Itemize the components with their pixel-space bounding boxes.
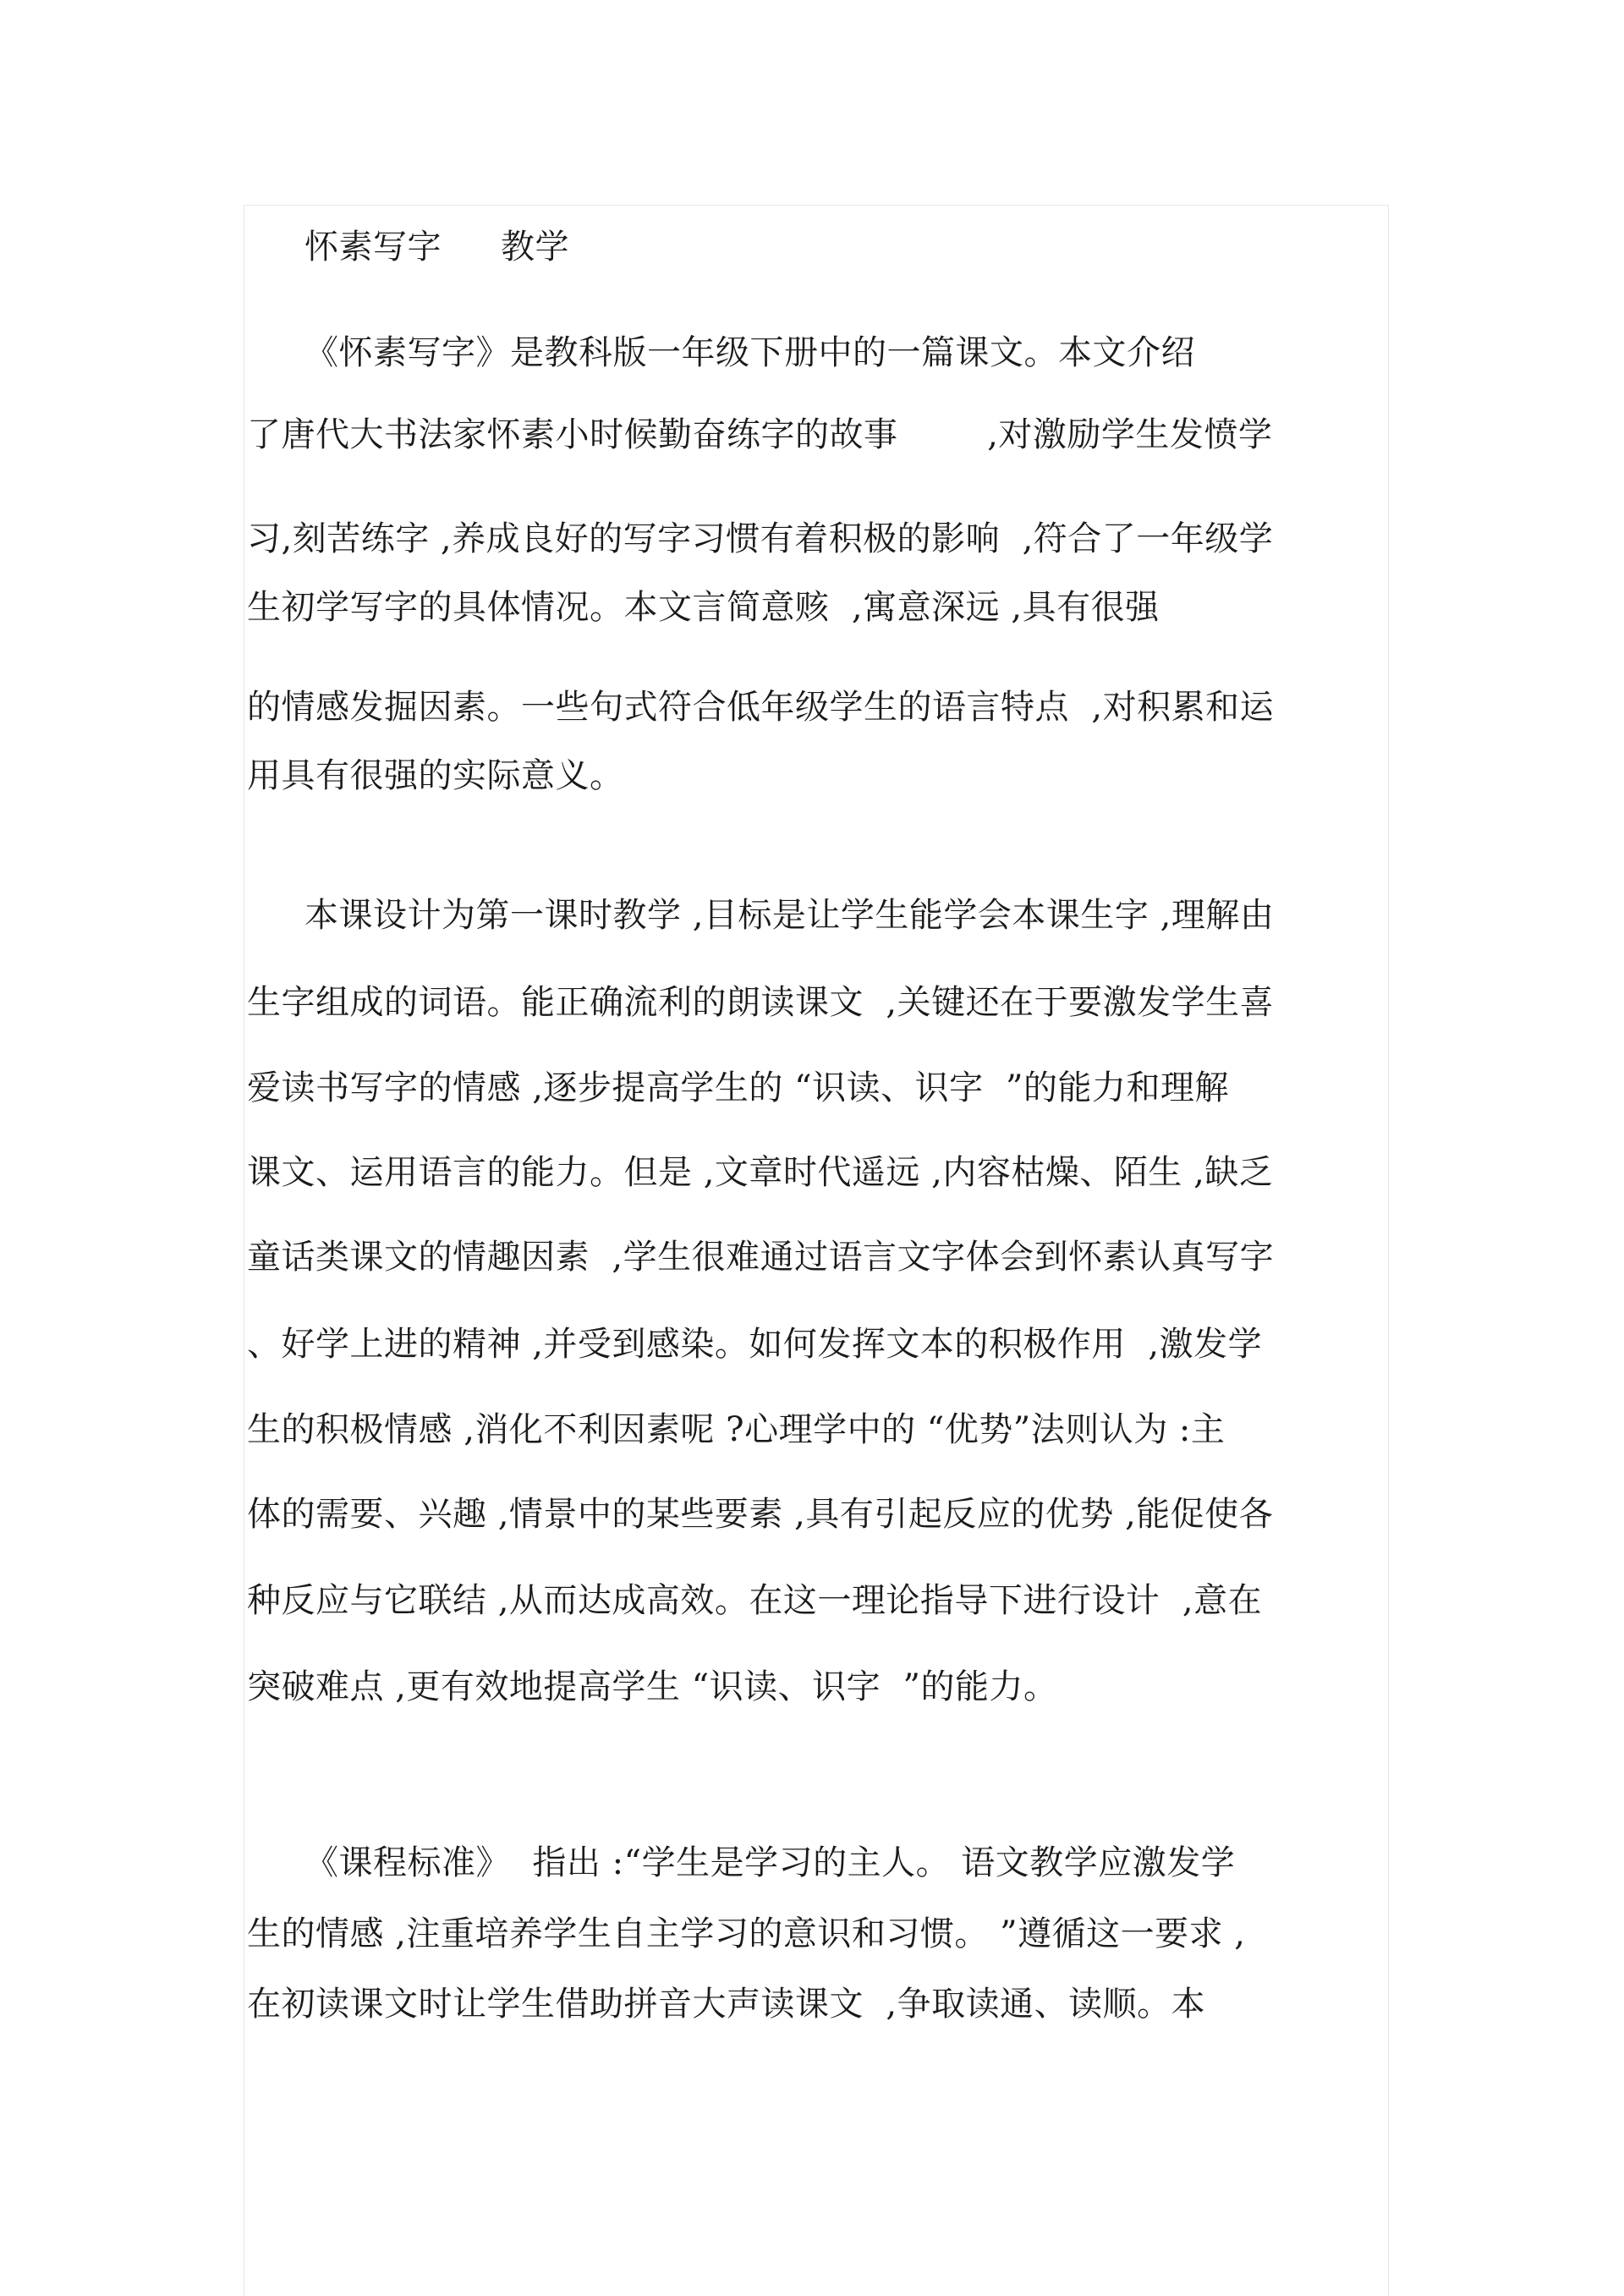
paragraph-line: 童话类课文的情趣因素 ,学生很难通过语言文字体会到怀素认真写字 (247, 1238, 1275, 1277)
doc-title: 怀素写字 (304, 228, 442, 266)
paragraph-line: 《怀素写字》是教科版一年级下册中的一篇课文。本文介绍 (304, 333, 1195, 372)
paragraph-line: 的情感发掘因素。一些句式符合低年级学生的语言特点 ,对积累和运 (247, 688, 1275, 727)
doc-title-suffix: 教学 (501, 228, 569, 266)
paragraph-line: 了唐代大书法家怀素小时候勤奋练字的故事 ,对激励学生发愤学 (247, 415, 1273, 454)
paragraph-line: 用具有很强的实际意义。 (247, 756, 624, 795)
paragraph-line: 《课程标准》 指出 :“学生是学习的主人。 语文教学应激发学 (304, 1843, 1236, 1882)
paragraph-line: 体的需要、兴趣 ,情景中的某些要素 ,具有引起反应的优势 ,能促使各 (247, 1495, 1274, 1534)
paragraph-line: 课文、运用语言的能力。但是 ,文章时代遥远 ,内容枯燥、陌生 ,缺乏 (247, 1153, 1274, 1192)
paragraph-line: 在初读课文时让学生借助拼音大声读课文 ,争取读通、读顺。本 (247, 1985, 1206, 2024)
paragraph-line: 生的积极情感 ,消化不利因素呢 ?心理学中的 “优势”法则认为 :主 (247, 1410, 1226, 1449)
paragraph-line: 生字组成的词语。能正确流利的朗读课文 ,关键还在于要激发学生喜 (247, 983, 1275, 1022)
paragraph-line: 爱读书写字的情感 ,逐步提高学生的 “识读、识字 ”的能力和理解 (247, 1068, 1229, 1107)
paragraph-line: 生的情感 ,注重培养学生自主学习的意识和习惯。 ”遵循这一要求 , (247, 1914, 1246, 1953)
paragraph-line: 种反应与它联结 ,从而达成高效。在这一理论指导下进行设计 ,意在 (247, 1581, 1263, 1620)
paragraph-line: 本课设计为第一课时教学 ,目标是让学生能学会本课生字 ,理解由 (304, 896, 1275, 935)
paragraph-line: 习,刻苦练字 ,养成良好的写字习惯有着积极的影响 ,符合了一年级学 (247, 519, 1274, 558)
paragraph-line: 突破难点 ,更有效地提高学生 “识读、识字 ”的能力。 (247, 1667, 1058, 1706)
paragraph-line: 生初学写字的具体情况。本文言简意赅 ,寓意深远 ,具有很强 (247, 588, 1160, 627)
paragraph-line: 、好学上进的精神 ,并受到感染。如何发挥文本的积极作用 ,激发学 (247, 1325, 1263, 1364)
